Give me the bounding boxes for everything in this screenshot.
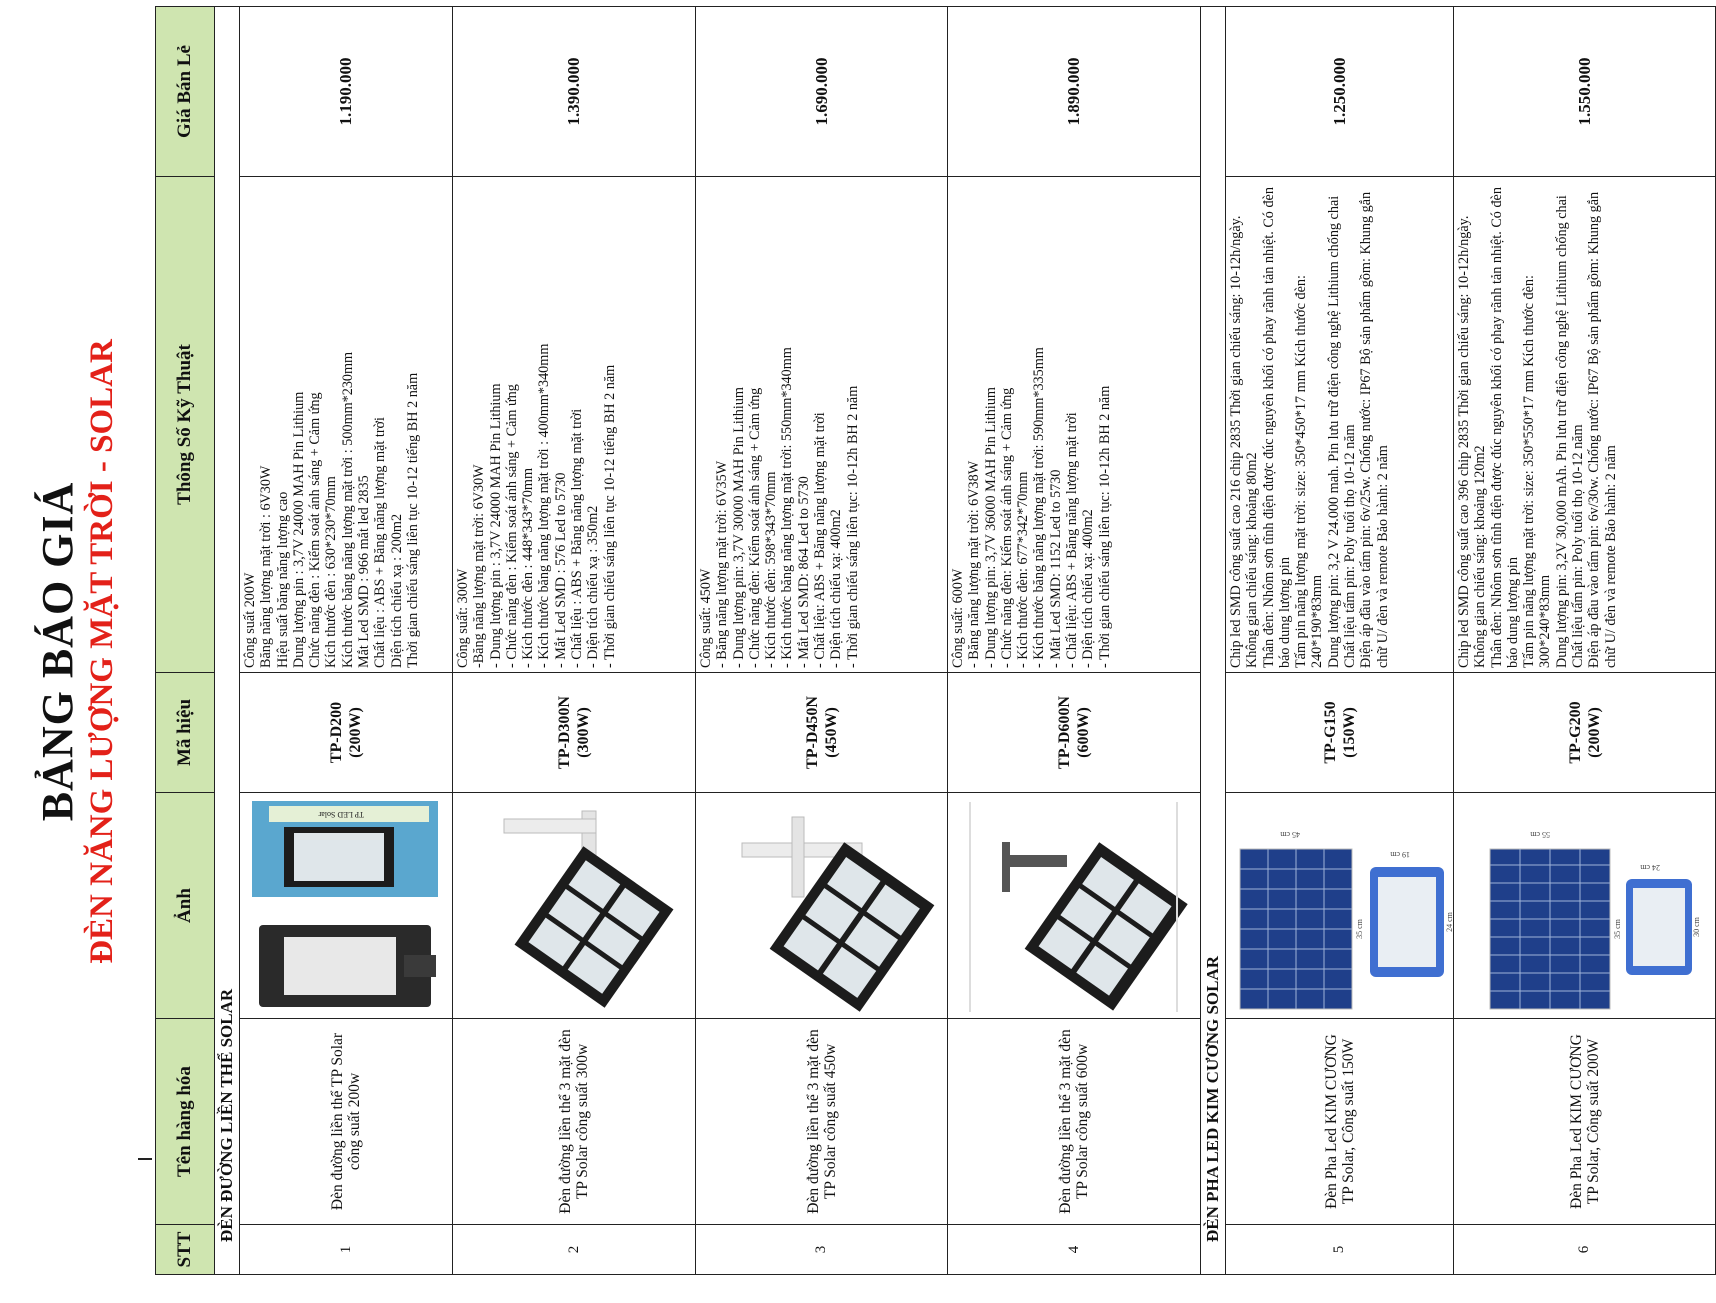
row-price: 1.550.000 (1454, 7, 1716, 177)
box-label: TP LED Solar (318, 810, 364, 820)
row-code: TP-D600N (600W) (948, 673, 1201, 793)
street-light-image (962, 794, 1187, 1018)
row-stt: 4 (948, 1225, 1201, 1275)
street-light-box-image (244, 794, 449, 1018)
row-stt: 6 (1454, 1225, 1716, 1275)
table-row (240, 7, 453, 1275)
row-name: Đèn đường liền thể 3 mặt đèn TP Solar công suất 600w (948, 1019, 1201, 1225)
header-specs: Thông Số Kỹ Thuật (156, 177, 215, 673)
row-image (1226, 793, 1454, 1019)
row-code: TP-D200 (200W) (240, 673, 453, 793)
header-stt: STT (156, 1225, 215, 1275)
lamp-width-label: 24 cm (1639, 863, 1660, 873)
row-stt: 5 (1226, 1225, 1454, 1275)
price-table (155, 6, 1716, 1275)
table-row (948, 7, 1201, 1275)
header-code: Mã hiệu (156, 673, 215, 793)
header-image: Ảnh (156, 793, 215, 1019)
row-specs: Công suất: 450W - Băng năng lượng mặt trời: 6V35W - Dung lượng pin: 3,7V 30000 MAH Pin Lithium - Chức năng đèn: Kiểm soát ánh sáng + Cảm ứng - Kích thước đèn: 598*343*70mm - Kích thước băng năng lượng mặt trời: 550mm*340mm - Mắt Led SMD: 864 Led to 5730 - Chất liệu: ABS + Băng năng lượng mặt trời - Diện tích chiếu xạ: 400m2 - Thời gian chiếu sáng liên tục: 10-12h BH 2 năm (696, 177, 948, 673)
row-price: 1.250.000 (1226, 7, 1454, 177)
row-name: Đèn Pha Led KIM CƯƠNG TP Solar, Công suất 150W (1226, 1019, 1454, 1225)
table-row (696, 7, 948, 1275)
lamp-height-label: 24 cm (1444, 912, 1454, 933)
row-price: 1.690.000 (696, 7, 948, 177)
section-row-floodlight (1201, 7, 1226, 1275)
row-specs: Chip led SMD công suất cao 216 chip 2835 Thời gian chiếu sáng: 10-12h/ngày. Không gian chiếu sáng: khoảng 80m2 Thân đèn: Nhôm sơn tĩnh điện được đúc nguyên khối có phay rãnh tản nhiệt. Có đèn báo dung lượng pin Tấm pin năng lượng mặt trời: size: 350*450*17 mm Kích thước đèn: 240*190*83mm Dung lượng pin: 3,2 V 24.000 mah. Pin lưu trữ điện công nghệ Lithium chống chai Chất liệu tấm pin: Poly tuổi thọ 10-12 năm Điện áp đầu vào tấm pin: 6v/25w. Chống nước: IP67 Bộ sản phẩm gồm: Khung gắn chữ U/ đèn và remote Bảo hành: 2 năm (1226, 177, 1454, 673)
row-code: TP-G200 (200W) (1454, 673, 1716, 793)
section-row-street (215, 7, 240, 1275)
row-price: 1.890.000 (948, 7, 1201, 177)
row-code: TP-D300N (300W) (453, 673, 696, 793)
row-name: Đèn đường liền thể 3 mặt đèn TP Solar công suất 450w (696, 1019, 948, 1225)
street-light-image (712, 794, 932, 1018)
row-image (696, 793, 948, 1019)
row-image (1454, 793, 1716, 1019)
section-title: ĐÈN ĐƯỜNG LIỀN THỂ SOLAR (215, 7, 240, 1275)
lamp-height-label: 30 cm (1691, 917, 1701, 938)
row-specs: Chip led SMD công suất cao 396 chip 2835 Thời gian chiếu sáng: 10-12h/ngày. Không gian chiếu sáng: khoảng 120m2 Thân đèn: Nhôm sơn tĩnh điện được đúc nguyên khối có phay rãnh tản nhiệt. Có đèn báo dung lượng pin Tấm pin năng lượng mặt trời: size: 350*550*17 mm Kích thước đèn: 300*240*83mm Dung lượng pin: 3,2V 30,000 mAh. Pin lưu trữ điện công nghệ Lithium chống chai Chất liệu tấm pin: Poly tuổi thọ 10-12 năm Điện áp đầu vào tấm pin: 6v/30w. Chống nước: IP67 Bộ sản phẩm gồm: Khung gắn chữ U/ đèn và remote Bảo hành: 2 năm (1454, 177, 1716, 673)
row-name: Đèn đường liền thể 3 mặt đèn TP Solar công suất 300w (453, 1019, 696, 1225)
panel-width-label: 45 cm (1279, 830, 1300, 840)
row-price: 1.190.000 (240, 7, 453, 177)
street-light-image (464, 794, 684, 1018)
row-stt: 2 (453, 1225, 696, 1275)
header-name: Tên hàng hóa (156, 1019, 215, 1225)
lamp-width-label: 19 cm (1389, 850, 1410, 860)
row-image (453, 793, 696, 1019)
document-title: BẢNG BÁO GIÁ (33, 481, 82, 822)
row-code: TP-D450N (450W) (696, 673, 948, 793)
table-row (1226, 7, 1454, 1275)
table-header-row (156, 7, 215, 1275)
panel-height-label: 35 cm (1612, 919, 1622, 940)
row-stt: 3 (696, 1225, 948, 1275)
panel-width-label: 55 cm (1529, 830, 1550, 840)
row-specs: Công suất 200W Băng năng lượng mặt trời : 6V30W Hiệu suất băng năng lượng cao Dung lượng pin : 3,7V 24000 MAH Pin Lithium Chức năng đèn : Kiểm soát ánh sáng + Cảm ứng Kích thước đèn : 630*230*70mm Kích thước băng năng lượng mặt trời : 500mm*230mm Mắt Led SMD : 966 mắt led 2835 Chất liệu : ABS + Băng năng lượng mặt trời Diện tích chiếu xạ : 200m2 Thời gian chiếu sáng liên tục 10-12 tiếng BH 2 năm (240, 177, 453, 673)
row-image (240, 793, 453, 1019)
table-row (1454, 7, 1716, 1275)
panel-height-label: 35 cm (1354, 919, 1364, 940)
document-subtitle: ĐÈN NĂNG LƯỢNG MẶT TRỜI - SOLAR (84, 339, 120, 964)
row-price: 1.390.000 (453, 7, 696, 177)
table-row (453, 7, 696, 1275)
row-name: Đèn Pha Led KIM CƯƠNG TP Solar, Công suất 200W (1454, 1019, 1716, 1225)
row-stt: 1 (240, 1225, 453, 1275)
divider-mark (138, 1158, 152, 1160)
header-price: Giá Bán Lẻ (156, 7, 215, 177)
row-name: Đèn đường liền thể TP Solar công suất 200w (240, 1019, 453, 1225)
section-title: ĐÈN PHA LED KIM CƯƠNG SOLAR (1201, 7, 1226, 1275)
flood-light-panel-image (1230, 794, 1454, 1018)
row-specs: Công suất: 600W - Băng năng lượng mặt trời: 6V38W - Dung lượng pin: 3,7V 36000 MAH Pin Lithium - Chức năng đèn: Kiểm soát ánh sáng + Cảm ứng - Kích thước đèn: 677*342*70mm - Kích thước băng năng lượng mặt trời: 590mm*335mm - Mắt Led SMD: 1152 Led to 5730 - Chất liệu: ABS + Băng năng lượng mặt trời - Diện tích chiếu xạ: 400m2 - Thời gian chiếu sáng liên tục: 10-12h BH 2 năm (948, 177, 1201, 673)
row-code: TP-G150 (150W) (1226, 673, 1454, 793)
flood-light-panel-image (1470, 794, 1700, 1018)
row-image (948, 793, 1201, 1019)
title-block (34, 0, 122, 1303)
row-specs: Công suất: 300W -Băng năng lượng mặt trời: 6V30W - Dung lượng pin : 3,7V 24000 MAH Pin Lithium - Chức năng đèn : Kiểm soát ánh sáng + Cảm ứng - Kích thước đèn : 448*343*70mm - Kích thước băng năng lượng mặt trời : 400mm*340mm - Mắt Led SMD : 576 Led to 5730 - Chất liệu : ABS + Băng năng lượng mặt trời - Diện tích chiếu xạ : 350m2 - Thời gian chiếu sáng liên tục 10-12 tiếng BH 2 năm (453, 177, 696, 673)
